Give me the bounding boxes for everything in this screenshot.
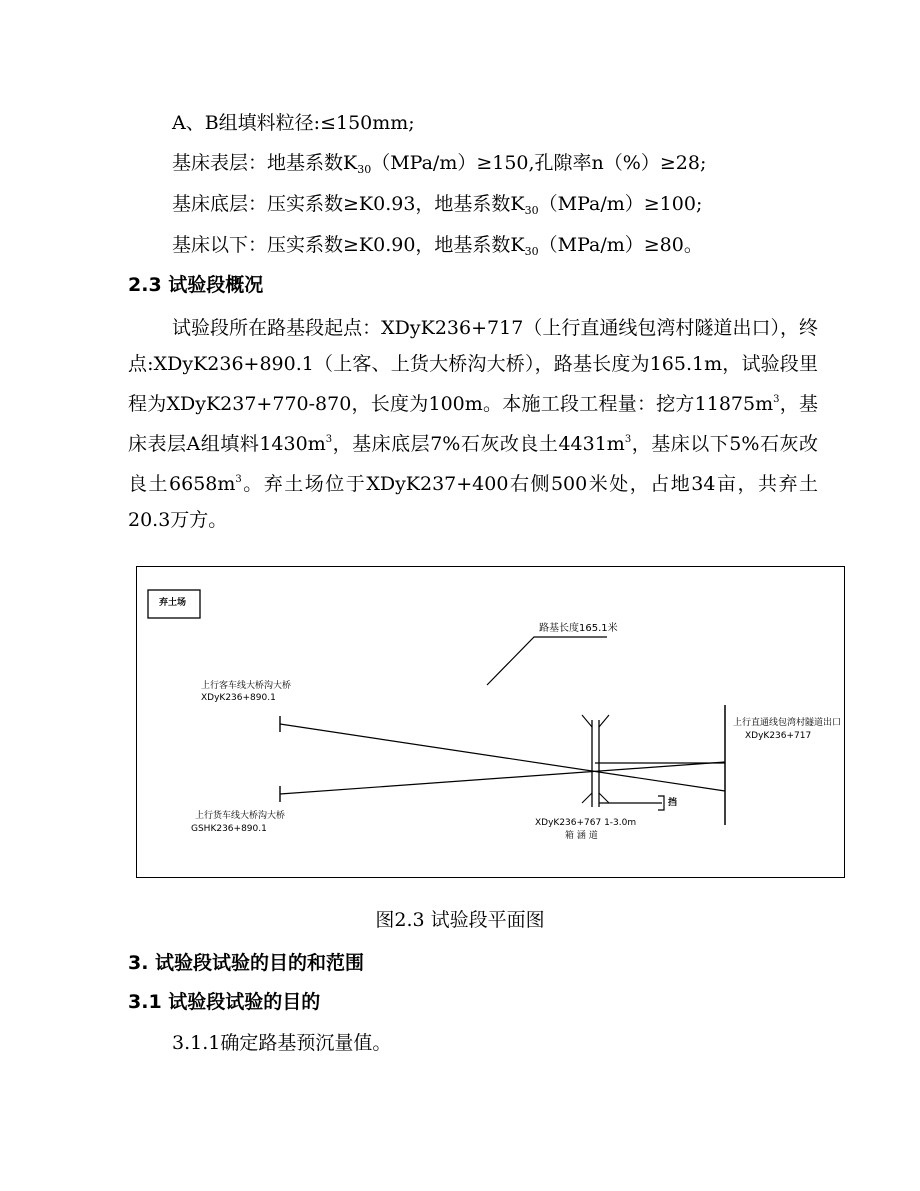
section-heading-3-1: 3.1 试验段试验的目的: [128, 991, 321, 1013]
culvert-station: XDyK236+767 1-3.0m: [535, 818, 637, 828]
culvert-wing-tl: [582, 715, 592, 727]
section-heading-2-3: 2.3 试验段概况: [128, 274, 264, 296]
spec-line-below-bed: 基床以下：压实系数≥K0.90，地基系数$K_{30}(MPa/m)\ge 80$。: [172, 234, 703, 258]
left-top-station: XDyK236+890.1: [201, 693, 276, 703]
spec-line-bottom-layer: 基床底层：压实系数≥K0.93，地基系数$K_{30}(MPa/m)\ge 100$;: [172, 193, 703, 217]
length-leader-line: [487, 637, 607, 685]
spec-line-gradation: A、B组填料粒径:≤150mm;: [172, 112, 415, 134]
item-3-1-1: 3.1.1确定路基预沉量值。: [172, 1032, 392, 1054]
culvert-name: 箱 涵 道: [565, 831, 598, 841]
spec-line-surface-layer: 基床表层：地基系数$K_{30}(MPa/m)\ge 150$,孔隙率n（%）≥28;: [172, 152, 707, 176]
right-portal-name: 上行直通线包湾村隧道出口: [733, 718, 842, 728]
left-bottom-name: 上行货车线大桥沟大桥: [195, 811, 286, 821]
right-portal-station: XDyK236+717: [745, 731, 812, 741]
culvert-wing-tr: [599, 715, 609, 727]
plan-diagram: [136, 566, 845, 878]
branch-label: 挡: [668, 798, 678, 808]
upper-track-line: [280, 724, 725, 791]
legend-label: 弃土场: [159, 598, 187, 608]
culvert-wing-bl: [582, 793, 592, 803]
figure-caption: 图2.3 试验段平面图: [375, 909, 545, 931]
culvert-wing-br: [599, 793, 609, 803]
left-bottom-station: GSHK236+890.1: [191, 824, 267, 834]
left-top-name: 上行客车线大桥沟大桥: [201, 681, 292, 691]
length-label: 路基长度165.1米: [539, 623, 618, 634]
lower-track-line: [280, 762, 725, 794]
section-2-3-paragraph: 试验段所在路基段起点：XDyK236+717（上行直通线包湾村隧道出口），终点:XDyK236+890.1（上客、上货大桥沟大桥），路基长度为165.1m，试验段里程为XDyK237+770-870，长度为100m。本施工段工程量：挖方$11875m^3$，基床表层A组填料$1430m^3$，基床底层7%石灰改良土$4431m^3$，基床以下5%石灰改良土$6658m^3$。弃土场位于XDyK237+400右侧500米处，占地34亩，共弃土20.3万方。: [128, 317, 819, 531]
section-heading-3: 3. 试验段试验的目的和范围: [128, 952, 365, 974]
